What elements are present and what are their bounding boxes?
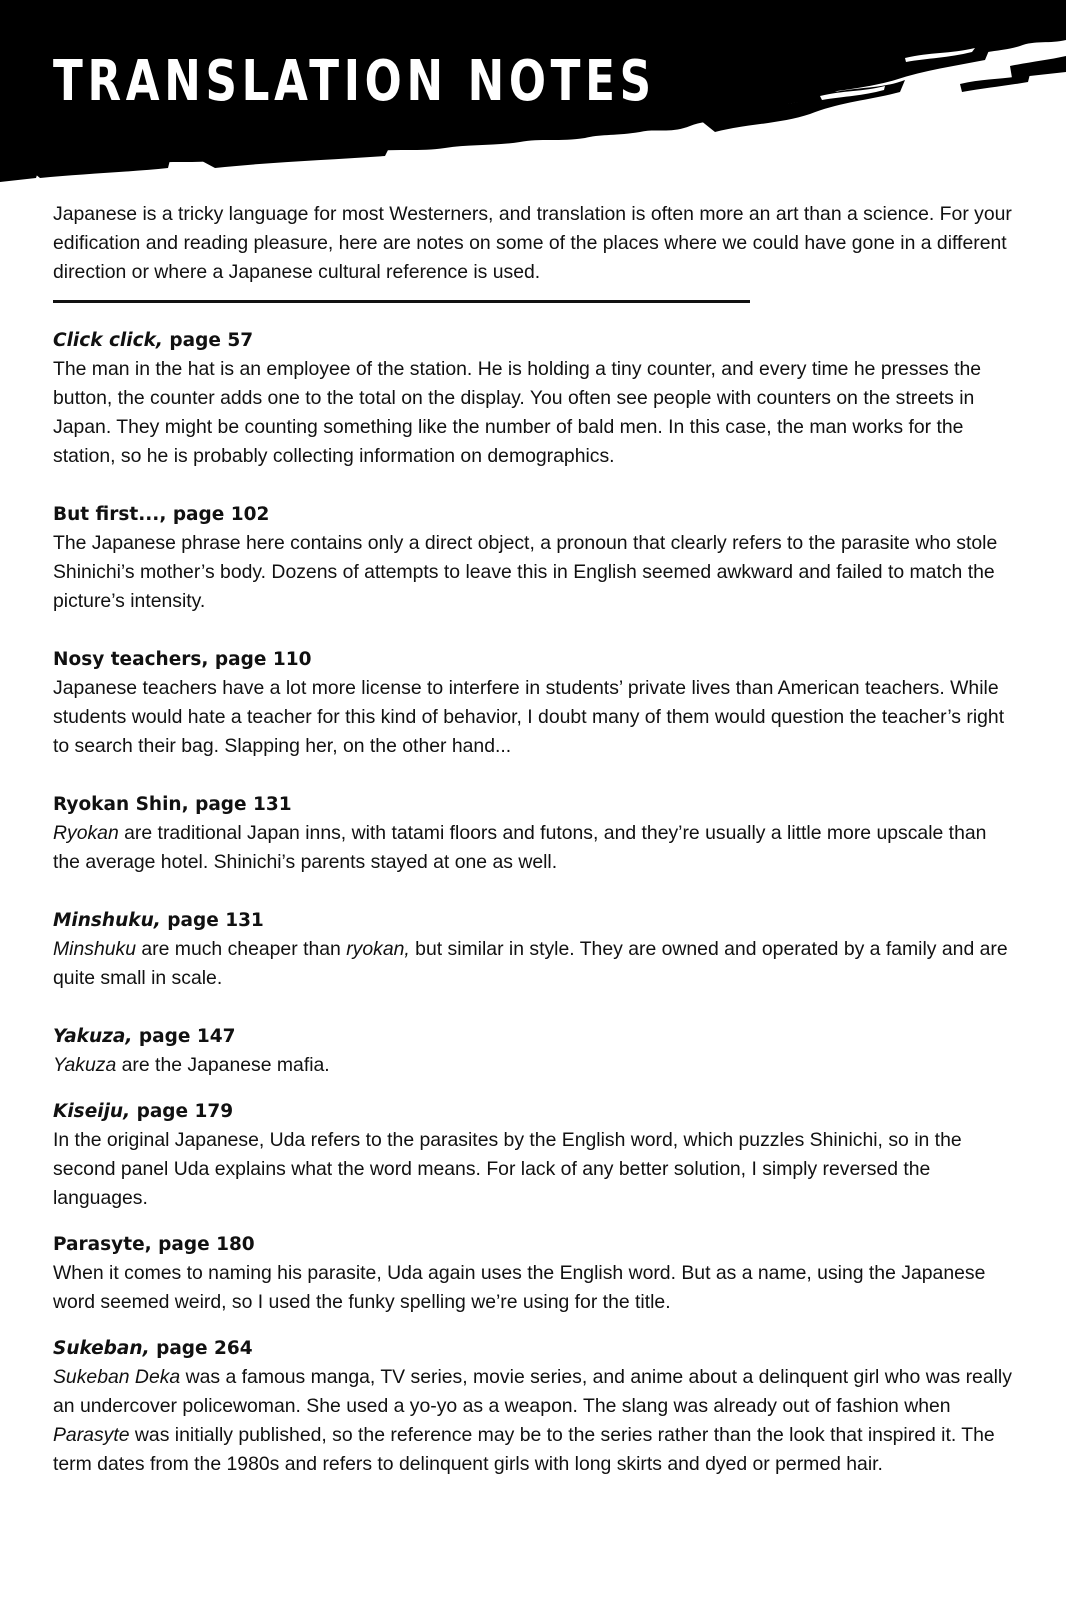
note-term: Ryokan Shin,	[53, 794, 189, 815]
note-text: Minshuku	[53, 938, 136, 960]
note-text: Yakuza	[53, 1054, 117, 1076]
note-page-ref: page 264	[156, 1338, 253, 1359]
note-body	[53, 1051, 1018, 1080]
note-page-ref: page 131	[195, 794, 292, 815]
note-page-ref: page 102	[172, 504, 270, 525]
note-entry	[53, 906, 1018, 993]
note-term: Parasyte,	[53, 1234, 152, 1255]
note-entry	[53, 500, 1018, 616]
note-term: Kiseiju,	[53, 1101, 131, 1122]
note-body	[53, 819, 1018, 877]
note-title	[53, 1230, 1018, 1259]
note-text: was initially published, so the reference may be to the series rather than the look that inspired it. The term dates from the 1980s and refers to delinquent girls with long skirts and dyed or permed hair.	[53, 1424, 995, 1475]
note-page-ref: page 180	[158, 1234, 255, 1255]
note-body	[53, 529, 1018, 616]
note-text: ryokan,	[346, 938, 410, 960]
note-title	[53, 500, 1018, 529]
note-entry	[53, 326, 1018, 471]
note-term: Yakuza,	[53, 1026, 133, 1047]
note-entry	[53, 790, 1018, 877]
note-title	[53, 326, 1018, 355]
note-entry	[53, 1097, 1018, 1213]
note-text: When it comes to naming his parasite, Uda again uses the English word. But as a name, using the Japanese word seemed weird, so I used the funky spelling we’re using for the title.	[53, 1262, 986, 1313]
note-page-ref: page 57	[169, 330, 254, 351]
note-entry	[53, 1334, 1018, 1479]
note-body	[53, 935, 1018, 993]
page-title: TRANSLATION NOTES	[53, 49, 656, 114]
note-page-ref: page 179	[136, 1101, 234, 1122]
note-title	[53, 645, 1018, 674]
note-text: Ryokan	[53, 822, 119, 844]
note-text: The man in the hat is an employee of the station. He is holding a tiny counter, and every time he presses the button, the counter adds one to the total on the display. You often see people with counters on the streets in Japan. They might be counting something like the number of bald men. In this case, the man works for the station, so he is probably collecting information on demographics.	[53, 358, 982, 467]
header-banner	[0, 0, 1066, 190]
content	[53, 200, 1018, 1479]
note-title	[53, 906, 1018, 935]
note-text: are the Japanese mafia.	[116, 1054, 330, 1076]
note-title	[53, 1097, 1018, 1126]
note-term: Minshuku,	[53, 910, 161, 931]
note-term: Sukeban,	[53, 1338, 150, 1359]
note-page-ref: page 110	[214, 649, 312, 670]
note-entry	[53, 1022, 1018, 1080]
note-entry	[53, 645, 1018, 761]
note-body	[53, 674, 1018, 761]
note-title	[53, 1334, 1018, 1363]
note-text: Parasyte	[53, 1424, 130, 1446]
note-body	[53, 1126, 1018, 1213]
note-term: Nosy teachers,	[53, 649, 209, 670]
note-text: are much cheaper than	[136, 938, 347, 960]
note-page-ref: page 147	[138, 1026, 236, 1047]
note-body	[53, 355, 1018, 471]
note-entry	[53, 1230, 1018, 1317]
note-title	[53, 790, 1018, 819]
notes-list	[53, 326, 1018, 1479]
intro-paragraph: Japanese is a tricky language for most Westerners, and translation is often more an art than a science. For your edification and reading pleasure, here are notes on some of the places where we could have gone in a different direction or where a Japanese cultural reference is used.	[53, 203, 1012, 283]
note-term: Click click,	[53, 330, 163, 351]
note-text: are traditional Japan inns, with tatami floors and futons, and they’re usually a little more upscale than the average hotel. Shinichi’s parents stayed at one as well.	[53, 822, 987, 873]
note-text: The Japanese phrase here contains only a direct object, a pronoun that clearly refers to the parasite who stole Shinichi’s mother’s body. Dozens of attempts to leave this in English seemed awkward and failed to match the picture’s intensity.	[53, 532, 998, 612]
note-text: Japanese teachers have a lot more license to interfere in students’ private lives than American teachers. While students would hate a teacher for this kind of behavior, I doubt many of them would question the teacher’s right to search their bag. Slapping her, on the other hand...	[53, 677, 1005, 757]
note-term: But first...,	[53, 504, 167, 525]
note-body	[53, 1259, 1018, 1317]
note-page-ref: page 131	[167, 910, 264, 931]
note-text: Sukeban Deka	[53, 1366, 181, 1388]
divider	[53, 300, 750, 303]
note-text: was a famous manga, TV series, movie series, and anime about a delinquent girl who was really an undercover policewoman. She used a yo-yo as a weapon. The slang was already out of fashion when	[53, 1366, 1012, 1417]
note-text: In the original Japanese, Uda refers to the parasites by the English word, which puzzles Shinichi, so in the second panel Uda explains what the word means. For lack of any better solution, I simply reversed the languages.	[53, 1129, 962, 1209]
note-body	[53, 1363, 1018, 1479]
note-title	[53, 1022, 1018, 1051]
note-text: but similar in style. They are owned and operated by a family and are quite small in scale.	[53, 938, 1008, 989]
